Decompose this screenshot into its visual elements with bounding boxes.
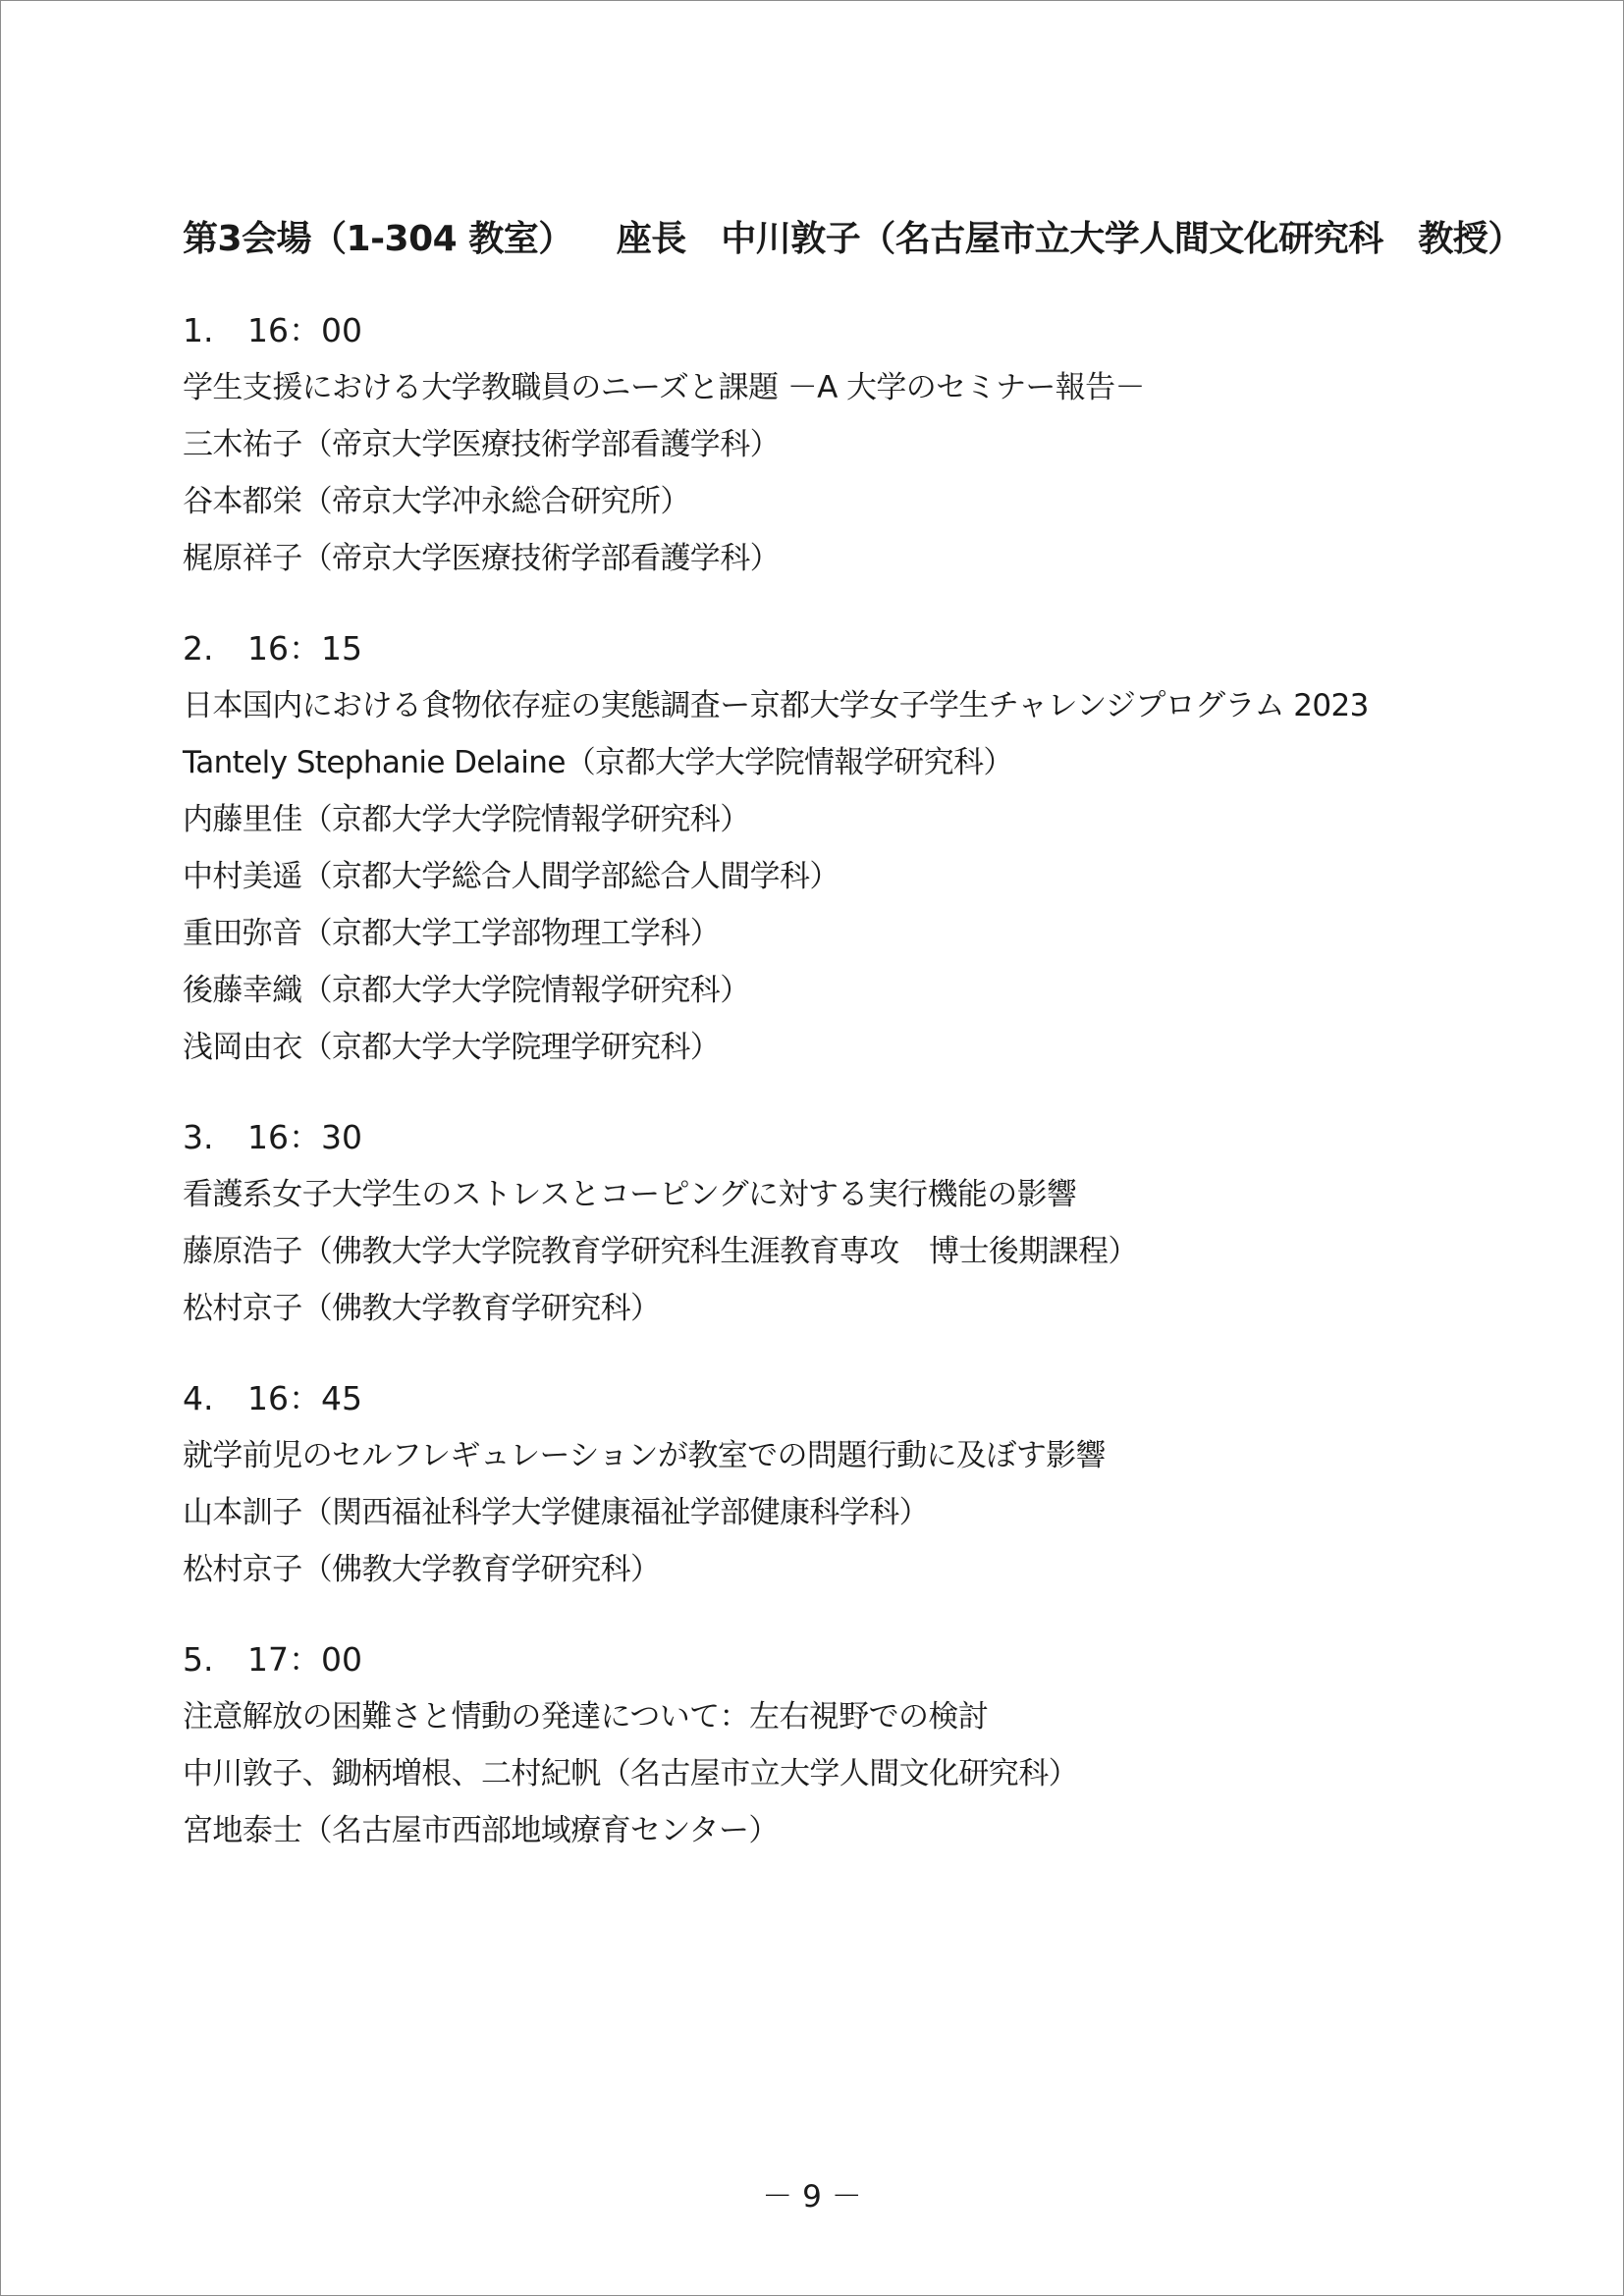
talk-author: 宮地泰士（名古屋市西部地域療育センター） — [183, 1813, 779, 1848]
talk-item — [183, 1370, 1538, 1598]
talk-time: 16：45 — [247, 1379, 362, 1417]
talk-author: 重田弥音（京都大学工学部物理工学科） — [183, 916, 721, 951]
program-content — [183, 214, 1538, 1859]
talk-author: 谷本都栄（帝京大学冲永総合研究所） — [183, 484, 690, 519]
talk-author: 後藤幸織（京都大学大学院情報学研究科） — [183, 973, 750, 1008]
talk-number: 3. — [183, 1118, 214, 1156]
talk-item — [183, 1631, 1538, 1859]
talk-author: 浅岡由衣（京都大学大学院理学研究科） — [183, 1030, 721, 1065]
talk-author: 松村京子（佛教大学教育学研究科） — [183, 1552, 661, 1587]
talk-author: 内藤里佳（京都大学大学院情報学研究科） — [183, 802, 750, 837]
talk-number: 1. — [183, 311, 214, 349]
talk-author: 藤原浩子（佛教大学大学院教育学研究科生涯教育専攻 博士後期課程） — [183, 1234, 1138, 1269]
talk-item — [183, 620, 1538, 1076]
talk-author: 三木祐子（帝京大学医療技術学部看護学科） — [183, 427, 780, 462]
talk-time-row — [183, 1109, 1538, 1166]
talk-number: 4. — [183, 1379, 214, 1417]
talk-title: 注意解放の困難さと情動の発達について：左右視野での検討 — [183, 1699, 989, 1735]
talk-time: 16：00 — [247, 311, 362, 349]
talk-time: 16：15 — [247, 629, 362, 667]
talk-time-row — [183, 1370, 1538, 1427]
talk-time-row — [183, 302, 1538, 359]
talk-item — [183, 1109, 1538, 1337]
talk-title: 看護系女子大学生のストレスとコーピングに対する実行機能の影響 — [183, 1177, 1077, 1212]
talk-author: 中川敦子、鋤柄増根、二村紀帆（名古屋市立大学人間文化研究科） — [183, 1756, 1078, 1791]
session-venue: 第3会場（1-304 教室） — [183, 219, 573, 259]
page-number: － 9 － — [762, 2179, 862, 2215]
talk-number: 2. — [183, 629, 214, 667]
talk-time-row — [183, 620, 1538, 677]
talk-title: 就学前児のセルフレギュレーションが教室での問題行動に及ぼす影響 — [183, 1438, 1106, 1473]
session-title — [183, 214, 1538, 265]
talk-item — [183, 302, 1538, 587]
talk-list — [183, 302, 1538, 1859]
talk-time: 16：30 — [247, 1118, 362, 1156]
talk-author: Tantely Stephanie Delaine（京都大学大学院情報学研究科） — [183, 745, 1013, 780]
talk-author: 梶原祥子（帝京大学医療技術学部看護学科） — [183, 541, 780, 576]
talk-title: 学生支援における大学教職員のニーズと課題 －A 大学のセミナー報告－ — [183, 370, 1145, 405]
talk-author: 山本訓子（関西福祉科学大学健康福祉学部健康科学科） — [183, 1495, 929, 1530]
talk-author: 中村美遥（京都大学総合人間学部総合人間学科） — [183, 859, 839, 894]
talk-title: 日本国内における食物依存症の実態調査ー京都大学女子学生チャレンジプログラム 2023 — [183, 688, 1369, 723]
talk-time: 17：00 — [247, 1640, 362, 1679]
talk-author: 松村京子（佛教大学教育学研究科） — [183, 1291, 661, 1326]
talk-number: 5. — [183, 1640, 214, 1679]
talk-time-row — [183, 1631, 1538, 1688]
session-chair: 座長 中川敦子（名古屋市立大学人間文化研究科 教授） — [616, 219, 1523, 259]
